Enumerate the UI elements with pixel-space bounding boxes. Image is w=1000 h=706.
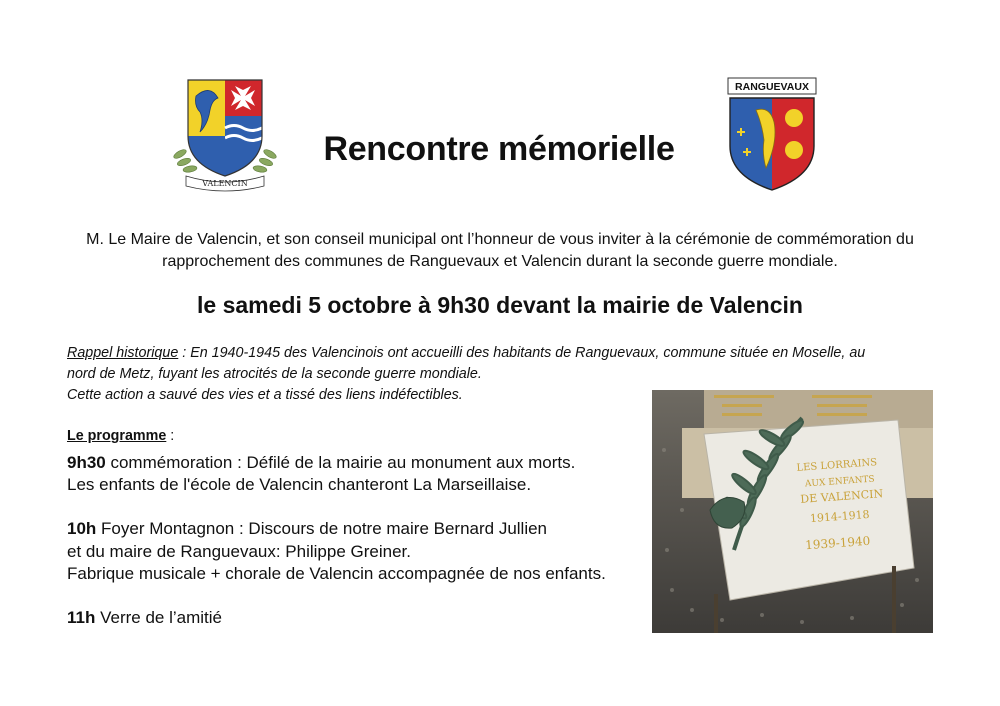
plaque-line-4: 1914-1918 — [809, 507, 870, 526]
program-text: commémoration : Défilé de la mairie au monument aux morts. — [105, 453, 576, 472]
recall-label: Rappel historique — [67, 345, 179, 361]
program-text: Fabrique musicale + chorale de Valencin accompagnée de nos enfants. — [67, 563, 606, 583]
program-label: Le programme — [67, 428, 167, 444]
program-time: 9h30 — [67, 453, 106, 472]
recall-text-1: : En 1940-1945 des Valencinois ont accueilli des habitants de Ranguevaux, commune située en Moselle, au — [178, 345, 866, 361]
recall-text-3: Cette action a sauvé des vies et a tissé des liens indéfectibles. — [67, 387, 463, 403]
program-item — [67, 607, 667, 629]
plaque-line-3: DE VALENCIN — [799, 487, 884, 506]
program-item — [67, 452, 667, 474]
plaque-line-5: 1939-1940 — [804, 533, 871, 553]
program-time: 10h — [67, 519, 97, 539]
program-text: et du maire de Ranguevaux: Philippe Greiner. — [67, 541, 411, 561]
intro-line-2: rapprochement des communes de Ranguevaux et Valencin durant la seconde guerre mondiale. — [162, 253, 838, 270]
program-heading — [67, 428, 174, 444]
program-list — [67, 452, 667, 629]
program-item — [67, 518, 667, 540]
valencin-banner-text: VALENCIN — [202, 179, 248, 188]
intro-line-1: M. Le Maire de Valencin, et son conseil municipal ont l’honneur de vous inviter à la cérémonie de commémoration du — [86, 231, 914, 248]
plaque-line-2: AUX ENFANTS — [804, 474, 876, 490]
ranguevaux-coat-of-arms — [726, 76, 818, 194]
program-label-suffix: : — [166, 428, 175, 444]
recall-text-2: nord de Metz, fuyant les atrocités de la seconde guerre mondiale. — [67, 366, 482, 382]
program-text: Les enfants de l'école de Valencin chanteront La Marseillaise. — [67, 475, 532, 495]
plaque-line-1: LES LORRAINS — [796, 457, 878, 474]
intro-text — [60, 229, 940, 273]
page-title: Rencontre mémorielle — [323, 130, 675, 168]
program-text: Foyer Montagnon : Discours de notre maire Bernard Jullien — [96, 519, 548, 539]
memorial-plaque-photo — [652, 390, 933, 633]
program-time: 11h — [67, 608, 96, 628]
program-text: Verre de l’amitié — [95, 608, 222, 628]
event-date-line: le samedi 5 octobre à 9h30 devant la mairie de Valencin — [197, 292, 803, 318]
ranguevaux-banner-text: RANGUEVAUX — [735, 81, 809, 93]
